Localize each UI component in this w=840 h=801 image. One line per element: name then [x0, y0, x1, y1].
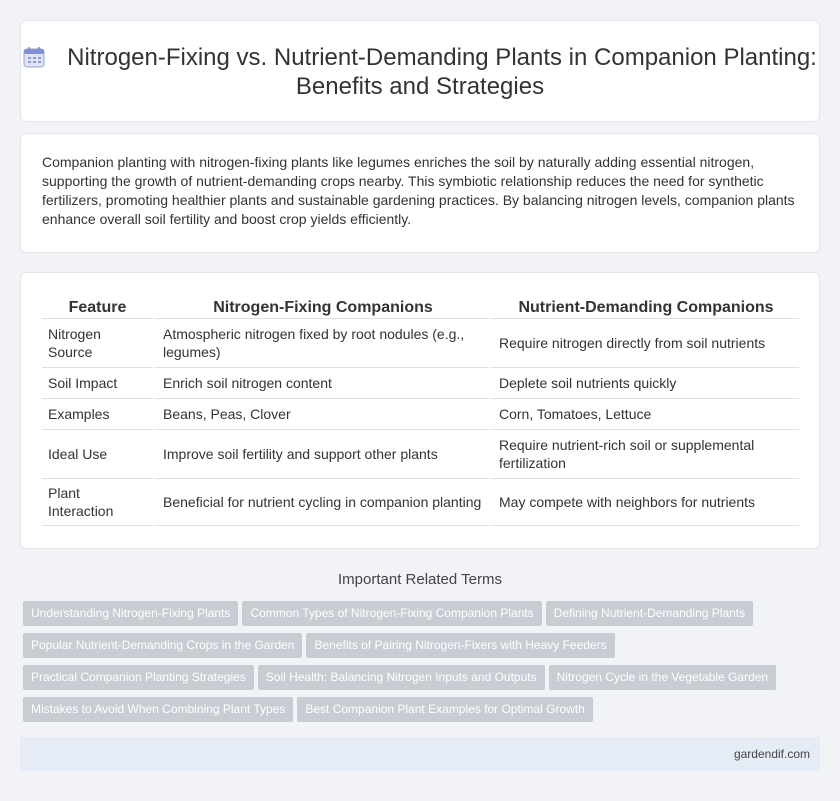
page-title: Nitrogen-Fixing vs. Nutrient-Demanding Plants in Companion Planting: Benefits and Strategies — [67, 44, 817, 100]
feature-cell: Plant Interaction — [42, 479, 153, 526]
related-term-link[interactable]: Defining Nutrient-Demanding Plants — [546, 601, 753, 626]
nitrogen-fixing-cell: Enrich soil nitrogen content — [153, 368, 489, 399]
related-term-link[interactable]: Nitrogen Cycle in the Vegetable Garden — [549, 665, 776, 690]
related-term-link[interactable]: Soil Health: Balancing Nitrogen Inputs and Outputs — [258, 665, 545, 690]
nutrient-demanding-cell: Deplete soil nutrients quickly — [489, 368, 799, 399]
feature-cell: Nitrogen Source — [42, 319, 153, 368]
table-row — [42, 368, 799, 399]
intro-card — [20, 133, 820, 253]
feature-cell: Soil Impact — [42, 368, 153, 399]
comparison-table — [42, 293, 799, 526]
nutrient-demanding-cell: Require nutrient-rich soil or supplemental fertilization — [489, 430, 799, 479]
table-header-row — [42, 293, 799, 319]
related-terms-row — [23, 633, 793, 665]
related-terms-heading: Important Related Terms — [338, 571, 502, 588]
table-row — [42, 399, 799, 430]
nutrient-demanding-cell: Corn, Tomatoes, Lettuce — [489, 399, 799, 430]
header-nitrogen-fixing: Nitrogen-Fixing Companions — [153, 293, 489, 319]
related-term-link[interactable]: Practical Companion Planting Strategies — [23, 665, 254, 690]
related-term-link[interactable]: Common Types of Nitrogen-Fixing Companion Plants — [242, 601, 541, 626]
title-card — [20, 20, 820, 122]
feature-cell: Examples — [42, 399, 153, 430]
nitrogen-fixing-cell: Beans, Peas, Clover — [153, 399, 489, 430]
header-nutrient-demanding: Nutrient-Demanding Companions — [489, 293, 799, 319]
footer-bar — [20, 737, 820, 771]
nutrient-demanding-cell: Require nitrogen directly from soil nutrients — [489, 319, 799, 368]
related-term-link[interactable]: Popular Nutrient-Demanding Crops in the Garden — [23, 633, 302, 658]
table-row — [42, 430, 799, 479]
related-terms-row — [23, 665, 793, 697]
table-row — [42, 319, 799, 368]
nitrogen-fixing-cell: Atmospheric nitrogen fixed by root nodules (e.g., legumes) — [153, 319, 489, 368]
header-feature: Feature — [42, 293, 153, 319]
related-term-link[interactable]: Best Companion Plant Examples for Optimal Growth — [297, 697, 592, 722]
calendar-icon — [23, 46, 45, 68]
table-row — [42, 479, 799, 526]
page-title-wrap — [21, 43, 819, 101]
related-term-link[interactable]: Mistakes to Avoid When Combining Plant Types — [23, 697, 293, 722]
feature-cell: Ideal Use — [42, 430, 153, 479]
intro-paragraph: Companion planting with nitrogen-fixing plants like legumes enriches the soil by naturally adding essential nitrogen, supporting the growth of nutrient-demanding crops nearby. This symbiotic relationship reduces the need for synthetic fertilizers, promoting healthier plants and sustainable gardening practices. By balancing nitrogen levels, companion plants enhance overall soil fertility and boost crop yields efficiently. — [42, 154, 795, 227]
comparison-table-card — [20, 272, 820, 549]
nitrogen-fixing-cell: Beneficial for nutrient cycling in companion planting — [153, 479, 489, 526]
related-terms-list — [23, 601, 793, 729]
related-term-link[interactable]: Understanding Nitrogen-Fixing Plants — [23, 601, 238, 626]
related-term-link[interactable]: Benefits of Pairing Nitrogen-Fixers with Heavy Feeders — [306, 633, 614, 658]
nutrient-demanding-cell: May compete with neighbors for nutrients — [489, 479, 799, 526]
related-terms-row — [23, 697, 793, 729]
related-terms-row — [23, 601, 793, 633]
nitrogen-fixing-cell: Improve soil fertility and support other plants — [153, 430, 489, 479]
footer-site-link[interactable]: gardendif.com — [733, 747, 810, 761]
